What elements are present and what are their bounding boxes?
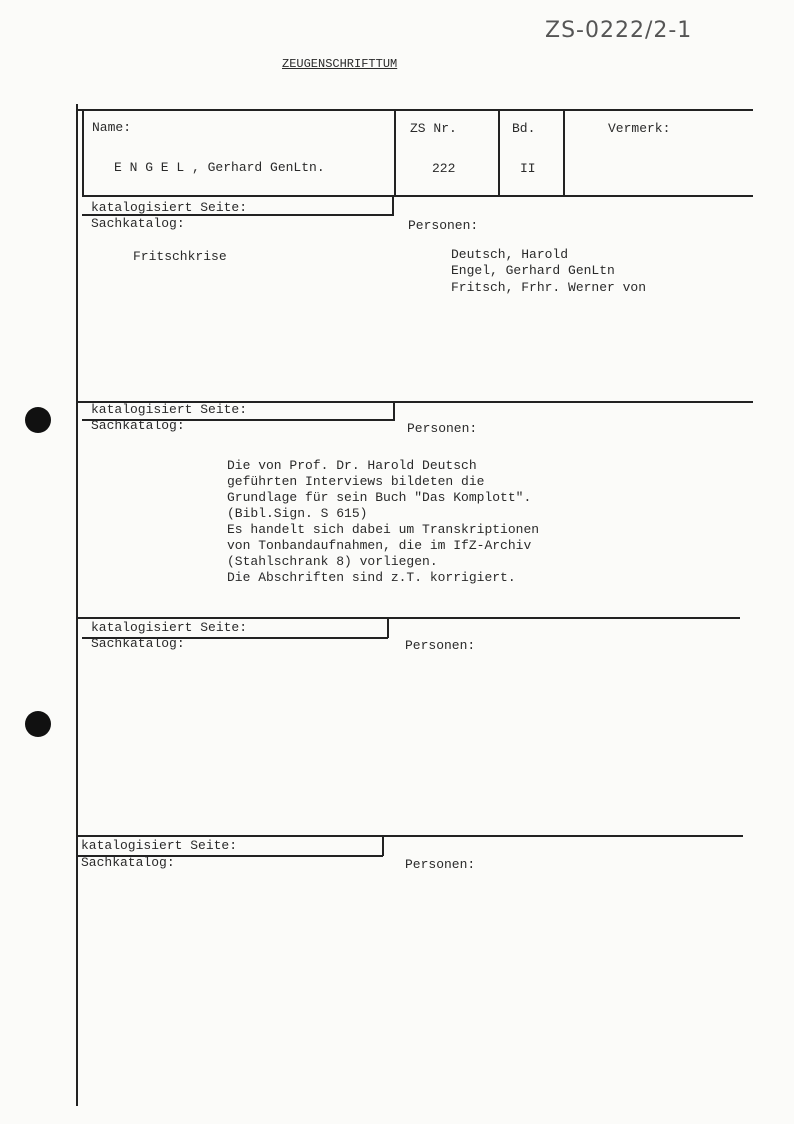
name-value: E N G E L , Gerhard GenLtn. xyxy=(114,160,325,175)
page-title: ZEUGENSCHRIFTTUM xyxy=(282,57,398,71)
section3-top-line xyxy=(78,617,740,619)
section2-note-3: Grundlage für sein Buch "Das Komplott". xyxy=(227,490,532,505)
section1-person-2: Engel, Gerhard GenLtn xyxy=(451,263,615,278)
header-divider-3 xyxy=(563,109,565,196)
left-margin-line xyxy=(76,104,78,1106)
section4-katalog-label: katalogisiert Seite: xyxy=(81,838,238,853)
section4-katalog-right xyxy=(382,835,384,856)
section2-note-4: (Bibl.Sign. S 615) xyxy=(227,506,368,521)
header-bottom-line xyxy=(82,195,753,197)
name-label: Name: xyxy=(92,120,132,135)
zs-value: 222 xyxy=(432,161,456,176)
section1-person-1: Deutsch, Harold xyxy=(451,247,569,262)
section2-personen-label: Personen: xyxy=(407,421,478,436)
section2-note-6: von Tonbandaufnahmen, die im IfZ-Archiv xyxy=(227,538,532,553)
section2-note-2: geführten Interviews bildeten die xyxy=(227,474,485,489)
section1-sach-entry: Fritschkrise xyxy=(133,249,227,264)
section2-note-7: (Stahlschrank 8) vorliegen. xyxy=(227,554,438,569)
section2-katalog-label: katalogisiert Seite: xyxy=(91,402,248,417)
handwritten-reference: ZS-0222/2-1 xyxy=(545,18,693,43)
section3-sach-label: Sachkatalog: xyxy=(91,636,185,651)
section2-katalog-right xyxy=(393,401,395,421)
section1-person-3: Fritsch, Frhr. Werner von xyxy=(451,280,647,295)
section2-sach-label: Sachkatalog: xyxy=(91,418,185,433)
section2-note-8: Die Abschriften sind z.T. korrigiert. xyxy=(227,570,516,585)
header-divider-1 xyxy=(394,109,396,196)
section1-sach-label: Sachkatalog: xyxy=(91,216,185,231)
punch-hole-top xyxy=(25,407,51,433)
section4-personen-label: Personen: xyxy=(405,857,476,872)
section1-katalog-right xyxy=(392,195,394,215)
section4-top-line xyxy=(78,835,743,837)
header-left-line xyxy=(82,109,84,196)
section3-katalog-right xyxy=(387,617,389,638)
section1-personen-label: Personen: xyxy=(408,218,479,233)
section2-note-1: Die von Prof. Dr. Harold Deutsch xyxy=(227,458,477,473)
section2-note-5: Es handelt sich dabei um Transkriptionen xyxy=(227,522,540,537)
bd-label: Bd. xyxy=(512,121,536,136)
punch-hole-bottom xyxy=(25,711,51,737)
vermerk-label: Vermerk: xyxy=(608,121,671,136)
section4-sach-label: Sachkatalog: xyxy=(81,855,175,870)
header-divider-2 xyxy=(498,109,500,196)
bd-value: II xyxy=(520,161,536,176)
section1-katalog-label: katalogisiert Seite: xyxy=(91,200,248,215)
section3-personen-label: Personen: xyxy=(405,638,476,653)
zs-label: ZS Nr. xyxy=(410,121,457,136)
section3-katalog-label: katalogisiert Seite: xyxy=(91,620,248,635)
header-top-line xyxy=(78,109,753,111)
